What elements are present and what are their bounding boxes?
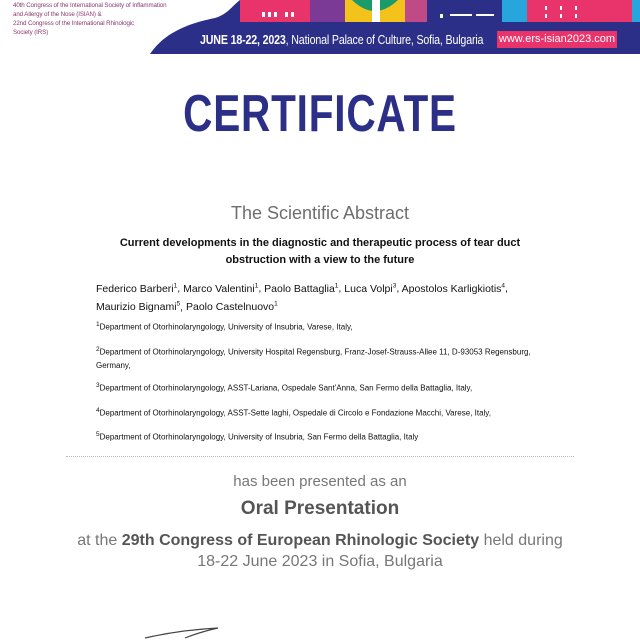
congress-info	[13, 1, 213, 37]
author: Maurizio Bignami$^5$	[96, 300, 181, 313]
congress-statement: at the 29th Congress of European Rhinologic Society held during 18-22 June 2023 in Sofia, Bulgaria	[77, 532, 563, 570]
author: Apostolos Karligkiotis$^4$	[401, 282, 506, 295]
certificate-title: CERTIFICATE	[183, 85, 457, 143]
congress-name: 29th Congress of European Rhinologic Society	[121, 532, 480, 549]
congress-dates: 18-22 June 2023 in Sofia, Bulgaria	[197, 553, 443, 570]
presentation-type: Oral Presentation	[240, 498, 400, 519]
author: Federico Barberi$^1$	[96, 282, 178, 295]
author: Luca Volpi$^3$	[344, 282, 397, 295]
author-list: Federico Barberi$^1$, Marco Valentini$^1$, Paolo Battaglia$^1$, Luca Volpi$^3$, Apostolos Karligkiotis$^4$, Maurizio Bignami$^5$, Paolo Castelnuovo$^1$	[96, 282, 508, 313]
affiliation: $^2$Department of Otorhinolaryngology, University Hospital Regensburg, Franz-Josef-Strauss-Allee 11, D-93053 Regensburg, Germany,	[96, 346, 531, 370]
congress-line-4: Society (IRS)	[13, 29, 49, 36]
abstract-title: Current developments in the diagnostic and therapeutic process of tear duct obstruction with a view to the future	[119, 237, 521, 266]
event-date: JUNE 18-22, 2023	[200, 32, 286, 47]
congress-line-3: 22nd Congress of the International Rhinologic	[13, 20, 135, 27]
dotted-divider	[66, 456, 574, 457]
affiliation: $^1$Department of Otorhinolaryngology, University of Insubria, Varese, Italy,	[96, 321, 353, 332]
affiliation: $^5$Department of Otorhinolaryngology, University of Insubria, San Fermo della Battaglia, Italy	[96, 431, 419, 442]
congress-line-1: 40th Congress of the International Society of Inflammation	[13, 2, 167, 9]
event-date-venue	[200, 32, 483, 47]
signature	[140, 620, 230, 640]
event-url[interactable]: www.ers-isian2023.com	[497, 31, 617, 48]
congress-line-2: and Allergy of the Nose (ISIAN) &	[13, 11, 102, 18]
congress-banner	[0, 0, 640, 54]
author: Marco Valentini$^1$	[183, 282, 259, 295]
author: Paolo Battaglia$^1$	[264, 282, 339, 295]
affiliation: $^3$Department of Otorhinolaryngology, ASST-Lariana, Ospedale Sant'Anna, San Fermo della Battaglia, Italy,	[96, 382, 473, 393]
presented-text: has been presented as an	[233, 473, 407, 490]
abstract-heading: The Scientific Abstract	[230, 203, 410, 223]
affiliation: $^4$Department of Otorhinolaryngology, ASST-Sette laghi, Ospedale di Circolo e Fondazione Macchi, Varese, Italy,	[96, 407, 491, 418]
author: Paolo Castelnuovo$^1$	[186, 300, 278, 313]
event-venue: , National Palace of Culture, Sofia, Bulgaria	[285, 32, 484, 47]
